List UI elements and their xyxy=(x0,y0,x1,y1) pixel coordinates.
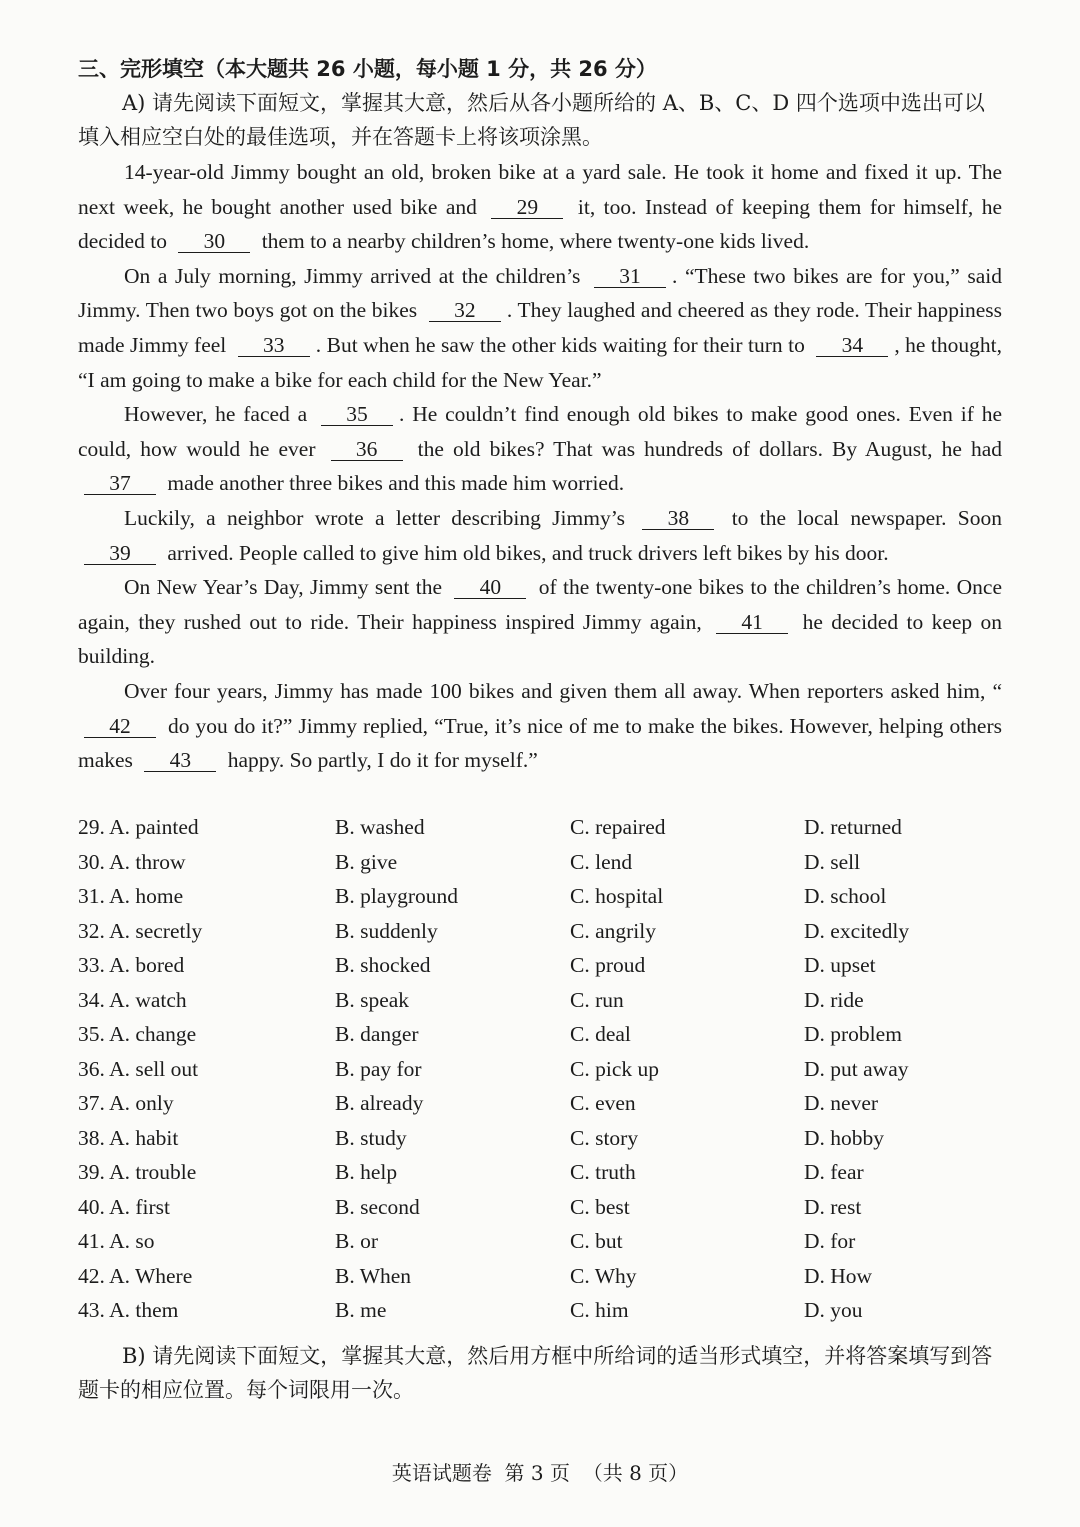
passage-text: do you do it?” Jimmy replied, “True, it’s nice of me to make the bikes. However, helping others makes xyxy=(78,713,1003,773)
passage-text: happy. So partly, I do it for myself.” xyxy=(227,748,538,773)
option-row xyxy=(78,1259,1002,1294)
option-choice: D. hobby xyxy=(804,1125,885,1150)
passage-paragraph xyxy=(78,674,1002,778)
passage-text: . “These two bikes are for you,” said Jimmy. Then two boys got on the bikes xyxy=(78,263,1003,323)
option-choice: D. never xyxy=(804,1091,879,1115)
option-choice: D. upset xyxy=(804,953,876,977)
option-row xyxy=(78,1052,1002,1087)
option-choice: B. or xyxy=(335,1229,378,1253)
blank-number: 42 xyxy=(84,715,156,738)
passage-text: the old bikes? That was hundreds of dollars. By August, he had xyxy=(417,436,1002,461)
option-choice: C. proud xyxy=(570,953,646,977)
option-choice: 38. A. habit xyxy=(78,1125,179,1150)
option-choice: C. best xyxy=(570,1194,630,1219)
option-row xyxy=(78,1086,1002,1121)
option-choice: C. even xyxy=(570,1091,636,1115)
option-choice: D. fear xyxy=(804,1160,864,1184)
passage-text: . But when he saw the other kids waiting for their turn to xyxy=(315,332,805,357)
passage-text: . They laughed and cheered as they rode. Their happiness made Jimmy feel xyxy=(78,298,1003,357)
option-choice: C. run xyxy=(570,987,624,1012)
option-choice: B. suddenly xyxy=(335,918,438,943)
passage-text: On a July morning, Jimmy arrived at the children’s xyxy=(124,263,581,288)
option-choice: B. help xyxy=(335,1160,398,1184)
blank-number: 29 xyxy=(491,196,563,219)
blank-number: 39 xyxy=(84,542,156,565)
option-choice: B. washed xyxy=(335,815,425,839)
page-footer: 英语试题卷 第 3 页 （共 8 页） xyxy=(391,1461,689,1485)
answer-options xyxy=(78,810,1002,1328)
option-row xyxy=(78,1155,1002,1190)
option-choice: 40. A. first xyxy=(78,1194,170,1219)
option-choice: B. me xyxy=(335,1298,387,1322)
blank-number: 41 xyxy=(716,611,788,634)
option-row xyxy=(78,1190,1002,1225)
blank-number: 43 xyxy=(144,749,216,772)
blank-number: 38 xyxy=(642,507,714,530)
option-choice: 41. A. so xyxy=(78,1229,155,1253)
option-choice: D. you xyxy=(804,1298,863,1322)
passage-text: . He couldn’t find enough old bikes to make good ones. Even if he could, how would he ever xyxy=(78,402,1003,461)
blank-number: 40 xyxy=(454,576,526,599)
option-choice: B. speak xyxy=(335,987,410,1012)
option-choice: B. When xyxy=(335,1263,412,1288)
option-choice: 32. A. secretly xyxy=(78,918,203,943)
option-choice: C. pick up xyxy=(570,1056,659,1081)
option-row xyxy=(78,983,1002,1018)
option-choice: C. repaired xyxy=(570,815,666,839)
option-choice: D. How xyxy=(804,1263,873,1288)
option-choice: D. school xyxy=(804,884,887,908)
option-choice: D. excitedly xyxy=(804,918,910,943)
option-choice: 29. A. painted xyxy=(78,815,199,839)
option-row xyxy=(78,948,1002,983)
passage-paragraph xyxy=(78,397,1002,501)
option-choice: D. rest xyxy=(804,1194,862,1219)
passage-paragraph xyxy=(78,570,1002,674)
option-choice: 33. A. bored xyxy=(78,953,185,977)
option-choice: C. truth xyxy=(570,1160,636,1184)
option-choice: 39. A. trouble xyxy=(78,1160,197,1184)
option-choice: C. hospital xyxy=(570,884,664,908)
blank-number: 32 xyxy=(429,299,501,322)
option-choice: B. give xyxy=(335,849,398,874)
passage-text: them to a nearby children’s home, where twenty-one kids lived. xyxy=(261,229,810,254)
option-choice: B. danger xyxy=(335,1022,419,1046)
option-choice: B. already xyxy=(335,1091,424,1115)
option-row xyxy=(78,879,1002,914)
option-choice: D. ride xyxy=(804,987,864,1012)
option-choice: C. Why xyxy=(570,1263,637,1288)
option-choice: C. story xyxy=(570,1125,639,1150)
option-choice: C. but xyxy=(570,1229,623,1253)
passage-text: made another three bikes and this made him worried. xyxy=(167,471,625,496)
passage-text: he decided to keep on building. xyxy=(78,609,1003,669)
option-choice: C. deal xyxy=(570,1022,631,1046)
passage-paragraph xyxy=(78,155,1002,259)
option-row xyxy=(78,1017,1002,1052)
option-choice: 35. A. change xyxy=(78,1022,197,1046)
option-row xyxy=(78,845,1002,880)
option-choice: D. problem xyxy=(804,1022,902,1046)
passage-text: , he thought, “I am going to make a bike for each child for the New Year.” xyxy=(78,332,1003,392)
option-choice: C. lend xyxy=(570,849,633,874)
option-choice: D. put away xyxy=(804,1056,909,1081)
option-choice: 36. A. sell out xyxy=(78,1056,199,1081)
passage-text: On New Year’s Day, Jimmy sent the xyxy=(124,575,443,600)
option-choice: B. study xyxy=(335,1125,407,1150)
blank-number: 31 xyxy=(594,265,666,288)
option-choice: D. returned xyxy=(804,815,902,839)
option-choice: 37. A. only xyxy=(78,1091,174,1115)
passage-paragraph xyxy=(78,259,1002,397)
option-choice: C. him xyxy=(570,1298,629,1322)
instruction-a xyxy=(78,86,1002,154)
instruction-a-text: A) 请先阅读下面短文，掌握其大意，然后从各小题所给的 A、B、C、D 四个选项中选出可以填入相应空白处的最佳选项，并在答题卡上将该项涂黑。 xyxy=(78,91,985,149)
option-choice: D. for xyxy=(804,1229,856,1253)
instruction-b xyxy=(78,1339,1002,1407)
option-choice: 42. A. Where xyxy=(78,1263,193,1288)
option-choice: B. pay for xyxy=(335,1056,422,1081)
blank-number: 30 xyxy=(178,230,250,253)
passage-text: arrived. People called to give him old bikes, and truck drivers left bikes by his door. xyxy=(167,540,889,565)
passage-paragraph xyxy=(78,501,1002,570)
option-choice: B. shocked xyxy=(335,953,431,977)
blank-number: 33 xyxy=(238,334,310,357)
option-row xyxy=(78,1121,1002,1156)
cloze-passage xyxy=(78,155,1002,778)
passage-text: it, too. Instead of keeping them for himself, he decided to xyxy=(78,194,1002,254)
blank-number: 35 xyxy=(321,403,393,426)
option-choice: B. second xyxy=(335,1194,420,1219)
passage-text: 14-year-old Jimmy bought an old, broken bike at a yard sale. He took it home and fixed it up. The next week, he bought another used bike and xyxy=(78,160,1002,219)
option-row xyxy=(78,1224,1002,1259)
instruction-b-text: B) 请先阅读下面短文，掌握其大意，然后用方框中所给词的适当形式填空，并将答案填写到答题卡的相应位置。每个词限用一次。 xyxy=(78,1344,993,1402)
option-row xyxy=(78,914,1002,949)
passage-text: of the twenty-one bikes to the children’s home. Once again, they rushed out to ride. Their happiness inspired Jimmy again, xyxy=(78,575,1002,634)
passage-text: Over four years, Jimmy has made 100 bikes and given them all away. When reporters asked him, “ xyxy=(124,678,1002,703)
blank-number: 36 xyxy=(331,438,403,461)
option-choice: C. angrily xyxy=(570,918,656,943)
option-choice: 31. A. home xyxy=(78,884,184,908)
option-choice: B. playground xyxy=(335,884,459,908)
option-choice: 30. A. throw xyxy=(78,849,186,874)
option-choice: D. sell xyxy=(804,849,861,874)
option-row xyxy=(78,1293,1002,1328)
passage-text: However, he faced a xyxy=(124,402,308,427)
passage-text: Luckily, a neighbor wrote a letter describing Jimmy’s xyxy=(124,505,626,530)
section-title: 三、完形填空（本大题共 26 小题，每小题 1 分，共 26 分） xyxy=(78,57,657,81)
passage-text: to the local newspaper. Soon xyxy=(731,505,1003,530)
option-choice: 34. A. watch xyxy=(78,987,187,1012)
option-row xyxy=(78,810,1002,845)
option-choice: 43. A. them xyxy=(78,1298,179,1322)
blank-number: 37 xyxy=(84,472,156,495)
blank-number: 34 xyxy=(816,334,888,357)
